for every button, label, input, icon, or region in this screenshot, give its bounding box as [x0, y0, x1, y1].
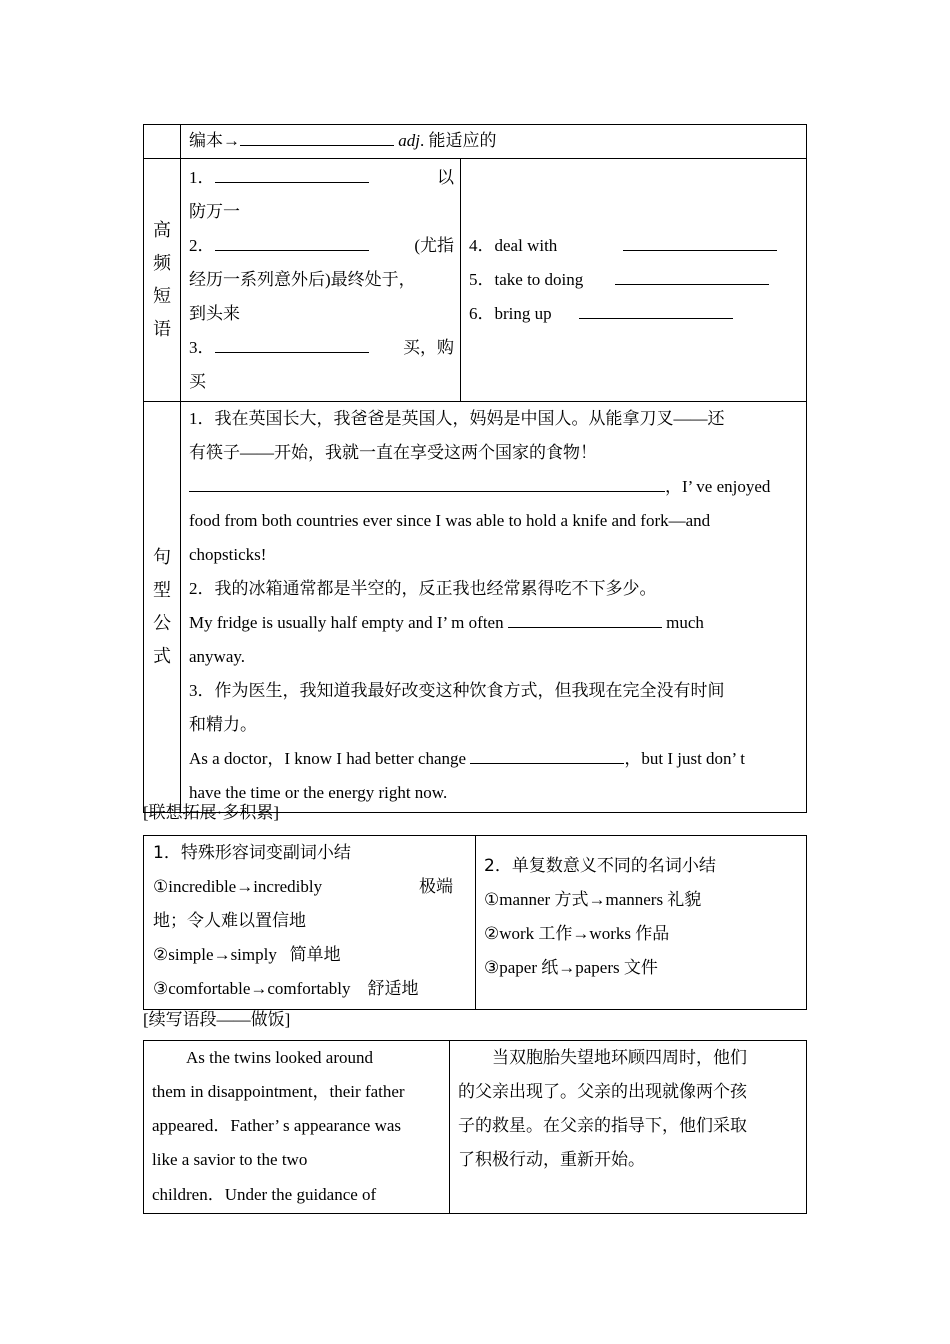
writing-label: [续写语段——做饭]	[143, 1010, 291, 1029]
expand-table	[143, 835, 807, 1010]
sentence-1-en-line3: chopsticks!	[189, 545, 267, 564]
expand-label: [联想拓展·多积累]	[143, 803, 279, 822]
expand-left-item-3: ③comfortable→comfortably 舒适地	[153, 979, 419, 998]
vocab-blank[interactable]	[240, 128, 394, 146]
writing-en-line-4: like a savior to the two	[152, 1150, 308, 1169]
sentence-2-en-line1: My fridge is usually half empty and I’ m often much	[181, 606, 806, 640]
phrase-blank-4[interactable]	[623, 233, 777, 251]
writing-en-line-2: them in disappointment，their father	[152, 1082, 405, 1101]
writing-en-line-1: As the twins looked around	[186, 1048, 373, 1067]
writing-en-cell	[144, 1041, 450, 1214]
writing-en-line-5: children．Under the guidance of	[152, 1185, 377, 1204]
sentence-3-en-line2: have the time or the energy right now.	[189, 783, 448, 802]
phrase-blank-5[interactable]	[615, 267, 769, 285]
phrase-item-2: 2． (尤指	[181, 229, 460, 263]
phrase-item-5: 5．take to doing	[461, 263, 806, 297]
vocab-prefix: 编本→	[189, 131, 240, 150]
sentence-1-blank[interactable]	[189, 474, 665, 492]
vocab-pos: adj	[398, 131, 420, 150]
sentence-2-blank[interactable]	[508, 610, 662, 628]
phrase-item-3: 3． 买，购	[181, 331, 460, 365]
phrase-3-hint: 买	[189, 372, 206, 391]
phrase-item-4: 4．deal with	[461, 229, 806, 263]
phrase-1-hint: 防万一	[189, 202, 240, 221]
sentence-3-cn-line1: 3．作为医生，我知道我最好改变这种饮食方式，但我现在完全没有时间	[189, 681, 725, 700]
writing-cn-line-2: 的父亲出现了。父亲的出现就像两个孩	[458, 1082, 747, 1101]
sentence-3-cn-line2: 和精力。	[189, 715, 257, 734]
writing-cn-line-4: 了积极行动，重新开始。	[458, 1150, 645, 1169]
expand-left-item-1-cont: 地；令人难以置信地	[153, 911, 306, 930]
expand-left-item-2: ②simple→simply 简单地	[153, 945, 341, 964]
phrase-2-hint-line3: 到头来	[189, 304, 240, 323]
sentence-3-en-line1: As a doctor，I know I had better change ，but I just don’ t	[181, 742, 806, 776]
sentence-1-cn-line1: 1．我在英国长大，我爸爸是英国人，妈妈是中国人。从能拿刀叉——还	[189, 409, 725, 428]
expand-left-cell	[144, 836, 476, 1010]
writing-cn-line-1: 当双胞胎失望地环顾四周时，他们	[492, 1048, 747, 1067]
phrase-blank-2[interactable]	[215, 233, 369, 251]
phrase-item-6: 6．bring up	[461, 297, 806, 331]
sentence-1-cn-line2: 有筷子——开始，我就一直在享受这两个国家的食物！	[189, 443, 597, 462]
sentence-1-en-line1: ，I’ ve enjoyed	[181, 470, 806, 504]
writing-cn-cell	[450, 1041, 807, 1214]
expand-left-title: 1．特殊形容词变副词小结	[153, 843, 351, 863]
phrase-blank-1[interactable]	[215, 165, 369, 183]
sentence-2-en-line2: anyway.	[189, 647, 246, 666]
sentences-cell	[181, 402, 807, 813]
sentence-1-en-line2: food from both countries ever since I was able to hold a knife and fork—and	[189, 511, 711, 530]
phrases-left-cell	[181, 159, 461, 402]
expand-left-item-1: ①incredible→incredibly 极端	[153, 877, 453, 896]
phrases-right-cell	[461, 159, 807, 402]
expand-right-title: 2．单复数意义不同的名词小结	[484, 855, 716, 876]
vocab-row	[144, 125, 807, 159]
writing-cn-line-3: 子的救星。在父亲的指导下，他们采取	[458, 1116, 747, 1135]
expand-right-item-3: ③paper 纸→papers 文件	[484, 957, 658, 977]
expand-right-item-2: ②work 工作→works 作品	[484, 923, 670, 943]
main-table	[143, 124, 807, 813]
expand-right-item-1: ①manner 方式→manners 礼貌	[484, 889, 702, 909]
sentences-heading: 句 型 公 式	[144, 402, 181, 813]
phrase-blank-6[interactable]	[579, 301, 733, 319]
phrase-blank-3[interactable]	[215, 335, 369, 353]
vocab-meaning: . 能适应的	[419, 131, 497, 150]
phrases-heading: 高 频 短 语	[144, 159, 181, 402]
vocab-head-cell	[144, 125, 181, 159]
phrase-item-1: 1． 以	[181, 161, 460, 195]
vocab-cell	[181, 125, 807, 159]
expand-right-cell	[476, 836, 807, 1010]
writing-table	[143, 1040, 807, 1214]
phrases-row	[144, 159, 807, 402]
sentences-row	[144, 402, 807, 813]
writing-en-line-3: appeared．Father’ s appearance was	[152, 1116, 402, 1135]
phrase-2-hint-line2: 经历一系列意外后)最终处于，	[189, 270, 416, 289]
sentence-2-cn: 2．我的冰箱通常都是半空的，反正我也经常累得吃不下多少。	[189, 579, 657, 598]
sentence-3-blank[interactable]	[470, 746, 624, 764]
